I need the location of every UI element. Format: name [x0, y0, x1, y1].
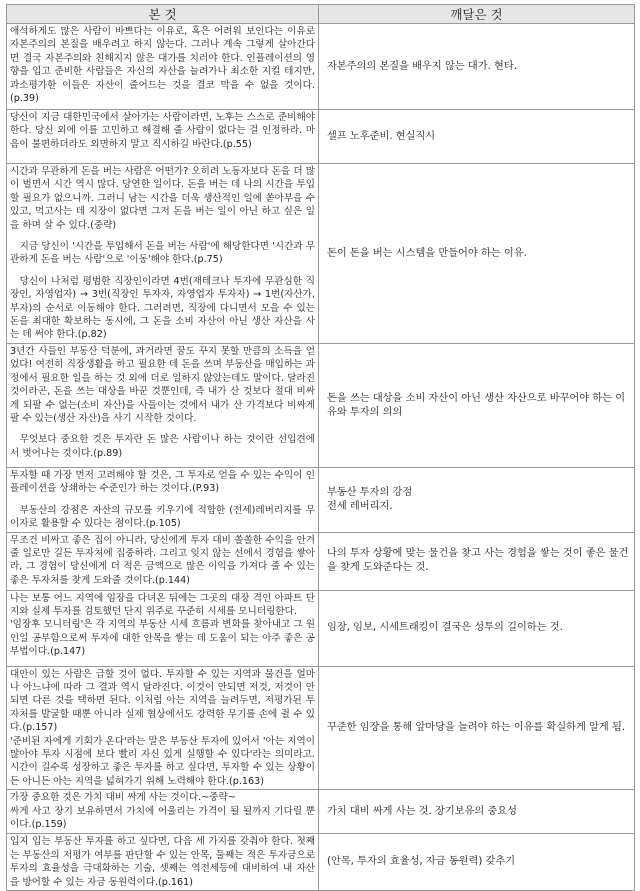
- quote-paragraph: 무조건 비싸고 좋은 집이 아니라, 당신에게 투자 대비 쏠쏠한 수익을 안겨줄 일로만 길든 투자처에 집중하라. 그리고 잊지 않는 선에서 경험을 쌓아라, 그 경험이 당신에게 더 적은 금액으로 많은 이익을 가져다 줄 수 있는 좋은 투자처를 찾게 도와줄 것이다.(p.144): [10, 534, 315, 586]
- realized-cell: 셀프 노후준비. 현실직시: [319, 110, 635, 164]
- quote-paragraph: 무엇보다 중요한 것은 투자란 돈 많은 사람이나 하는 것이란 선입견에서 벗어나는 것이다.(p.89): [10, 434, 315, 459]
- table-row: [7, 666, 635, 790]
- quote-paragraph: 애석하게도 많은 사람이 바쁘다는 이유로, 혹은 어려워 보인다는 이유로 자본주의의 본질을 배우려고 하지 않는다. 그러나 계속 그렇게 살아간다면 결국 자본주의와 친해지지 않은 대가를 치러야 한다. 인플레이션의 영향을 입고 준비한 사람들은 자신의 자산을 늘려가나 최소한 지킬 테지만, 과소평가한 이들은 자산이 줄어드는 것을 결코 막을 수 없을 것이다.(p.39): [10, 26, 315, 105]
- table-row: [7, 532, 635, 590]
- seen-cell: [7, 590, 319, 666]
- seen-cell: [7, 468, 319, 533]
- table-header-row: [7, 5, 635, 24]
- quote-paragraph: 부동산의 강점은 자산의 규모를 키우기에 적합한 (전세)레버리지를 무이자로 활용할 수 있다는 점이다.(p.105): [10, 504, 315, 530]
- realized-cell: 나의 투자 상황에 맞는 물건을 찾고 사는 경험을 쌓는 것이 좋은 물건을 찾게 도와준다는 것.: [319, 532, 635, 590]
- quote-paragraph: 싸게 사고 장기 보유하면서 가치에 어울리는 가격이 될 될까지 기다릴 뿐이다.(p.159): [10, 805, 315, 831]
- seen-cell: [7, 532, 319, 590]
- quote-paragraph: 당신이 나처럼 평범한 직장인이라면 4번(재테크나 투자에 무관심한 직장인, 자영업자) → 3번(직장인 투자자, 자영업자 투자자) → 1번(자산가, 부자)의 순서로 이동해야 한다. 그러려면, 직장에 다니면서 모을 수 있는 돈을 최대한 확보하는 동시에, 그 돈을 소비 자산이 아닌 생산 자산을 사는 데 써야 한다.(p.82): [10, 275, 315, 341]
- realized-cell: 임장, 임보, 시세트래킹이 결국은 성투의 길이하는 것.: [319, 590, 635, 666]
- realized-cell: 돈이 돈을 버는 시스템을 만들어야 하는 이유.: [319, 164, 635, 344]
- table-row: [7, 344, 635, 468]
- seen-cell: [7, 666, 319, 790]
- quote-paragraph: 투자할 때 가장 먼저 고려해야 할 것은, 그 투자로 얻을 수 있는 수익이 인플레이션을 상쇄하는 수준인가 하는 것이다.(P.93): [10, 470, 315, 495]
- seen-cell: [7, 790, 319, 834]
- seen-cell: [7, 24, 319, 110]
- header-seen: 본 것: [7, 5, 319, 24]
- quote-paragraph: 당신이 지금 대한민국에서 살아가는 사람이라면, 노후는 스스로 준비해야 한다. 당신 외에 이를 고민하고 해결해 줄 사람이 없다는 걸 인정하라. 마음이 불편하더라도 외면하지 말고 직시하길 바란다.(p.55): [10, 112, 315, 150]
- realized-cell: 꾸준한 임장을 통해 앞마당을 늘려야 하는 이유를 확실하게 알게 됨.: [319, 666, 635, 790]
- quote-paragraph: '준비된 자에게 기회가 온다'라는 말은 부동산 투자에 있어서 '아는 지역이 많아야 투자 시점에 보다 빨리 자신 있게 실행할 수 있다'라는 의미라고. 시간이 길수록 성장하고 좋은 투자를 하고 싶다면, 투자할 수 있는 상황이든 아니든 아는 지역을 넓혀가기 위해 노력해야 한다.(p.163): [10, 735, 315, 787]
- document-page: [6, 4, 634, 891]
- quote-paragraph: 시간과 무관하게 돈을 버는 사람은 어떤가? 오히려 노동자보다 돈을 더 많이 벌면서 시간 역시 많다. 당연한 일이다. 돈을 버는 데 나의 시간을 투입할 필요가 없으니까. 그러니 남는 시간을 더욱 생산적인 일에 쏟아부을 수 있고, 먹고사는 데 지장이 없다면 그저 돈을 버는 일이 아닌 하고 싶은 일을 하며 살 수 있다.(중략): [10, 166, 315, 231]
- quote-paragraph: 나는 보통 어느 지역에 임장을 다녀온 뒤에는 그곳의 대장 격인 아파트 단지와 실제 투자를 검토했던 단지 위주로 꾸준히 시세를 모니터링한다.: [10, 592, 315, 618]
- table-row: [7, 834, 635, 891]
- quote-paragraph: 대안이 있는 사람은 급할 것이 없다. 투자할 수 있는 지역과 물건을 얼마나 아느냐에 따라 그 결과 역시 달라진다. 이것이 안되면 저것, 저것이 안 되면 다른 것을 택하면 된다. 이처럼 아는 지역을 늘려두면, 저평가된 투자처를 발굴할 때뿐 아니라 실제 협상에서도 강력한 무기를 손에 쥘 수 있다.(p.157): [10, 668, 315, 734]
- quote-paragraph: 지금 당신이 '시간을 투입해서 돈을 버는 사람'에 해당한다면 '시간과 무관하게 돈을 버는 사람'으로 '이동'해야 한다.(p.75): [10, 241, 315, 266]
- table-row: [7, 164, 635, 344]
- quote-paragraph: '임장후 모니터링'은 각 지역의 부동산 시세 흐름과 변화를 찾아내고 그 원인일 공부함으로써 투자에 대한 안목을 쌓는 데 도움이 되는 아주 좋은 공부법이다.(p.147): [10, 619, 315, 658]
- seen-cell: [7, 344, 319, 468]
- seen-cell: [7, 110, 319, 164]
- realized-cell: 부동산 투자의 강점 전세 레버리지.: [319, 468, 635, 533]
- quote-paragraph: 가장 중요한 것은 가치 대비 싸게 사는 것이다.~중략~: [10, 792, 236, 804]
- quote-paragraph: 3년간 사들인 부동산 덕분에, 과거라면 꿈도 꾸지 못할 만큼의 소득을 얻었다! 여전히 직장생활을 하고 필요한 데 돈을 쓰며 부동산을 매입하는 과정에서 필요한 일을 하는 것 외에 더로 일하지 않았는데도 말이다. 달라진 것이라곤, 돈을 쓰는 대상을 바꾼 것뿐인데, 즉 내가 산 것보다 절대 비싸게 되팔 수 없는(소비 자산)을 사들이는 것에서 내가 산 가격보다 비싸게 팔 수 있는(생산 자산)을 사기 시작한 것이다.: [10, 346, 315, 425]
- realized-cell: 자본주의의 본질을 배우지 않는 대가. 현타.: [319, 24, 635, 110]
- quote-paragraph: 입지 입는 부동산 투자를 하고 싶다면, 다음 세 가지를 갖춰야 한다. 첫째는 부동산의 저평가 여부를 판단할 수 있는 안목, 둘째는 적은 투자금으로 투자의 효율성을 극대화하는 기술, 셋째는 역전세등에 대비하여 내 자산을 방어할 수 있는 자금 동원력이다.(p.161): [10, 836, 315, 888]
- table-row: [7, 24, 635, 110]
- realized-cell: 가치 대비 싸게 사는 것. 장기보유의 중요성: [319, 790, 635, 834]
- table-row: [7, 590, 635, 666]
- header-realized: 깨달은 것: [319, 5, 635, 24]
- seen-cell: [7, 834, 319, 891]
- table-row: [7, 468, 635, 533]
- realized-cell: (안목, 투자의 효율성, 자금 동원력) 갖추기: [319, 834, 635, 891]
- seen-cell: [7, 164, 319, 344]
- realized-cell: 돈을 쓰는 대상을 소비 자산이 아닌 생산 자산으로 바꾸어야 하는 이유와 투자의 의의: [319, 344, 635, 468]
- table-row: [7, 110, 635, 164]
- table-row: [7, 790, 635, 834]
- reading-notes-table: [6, 4, 635, 891]
